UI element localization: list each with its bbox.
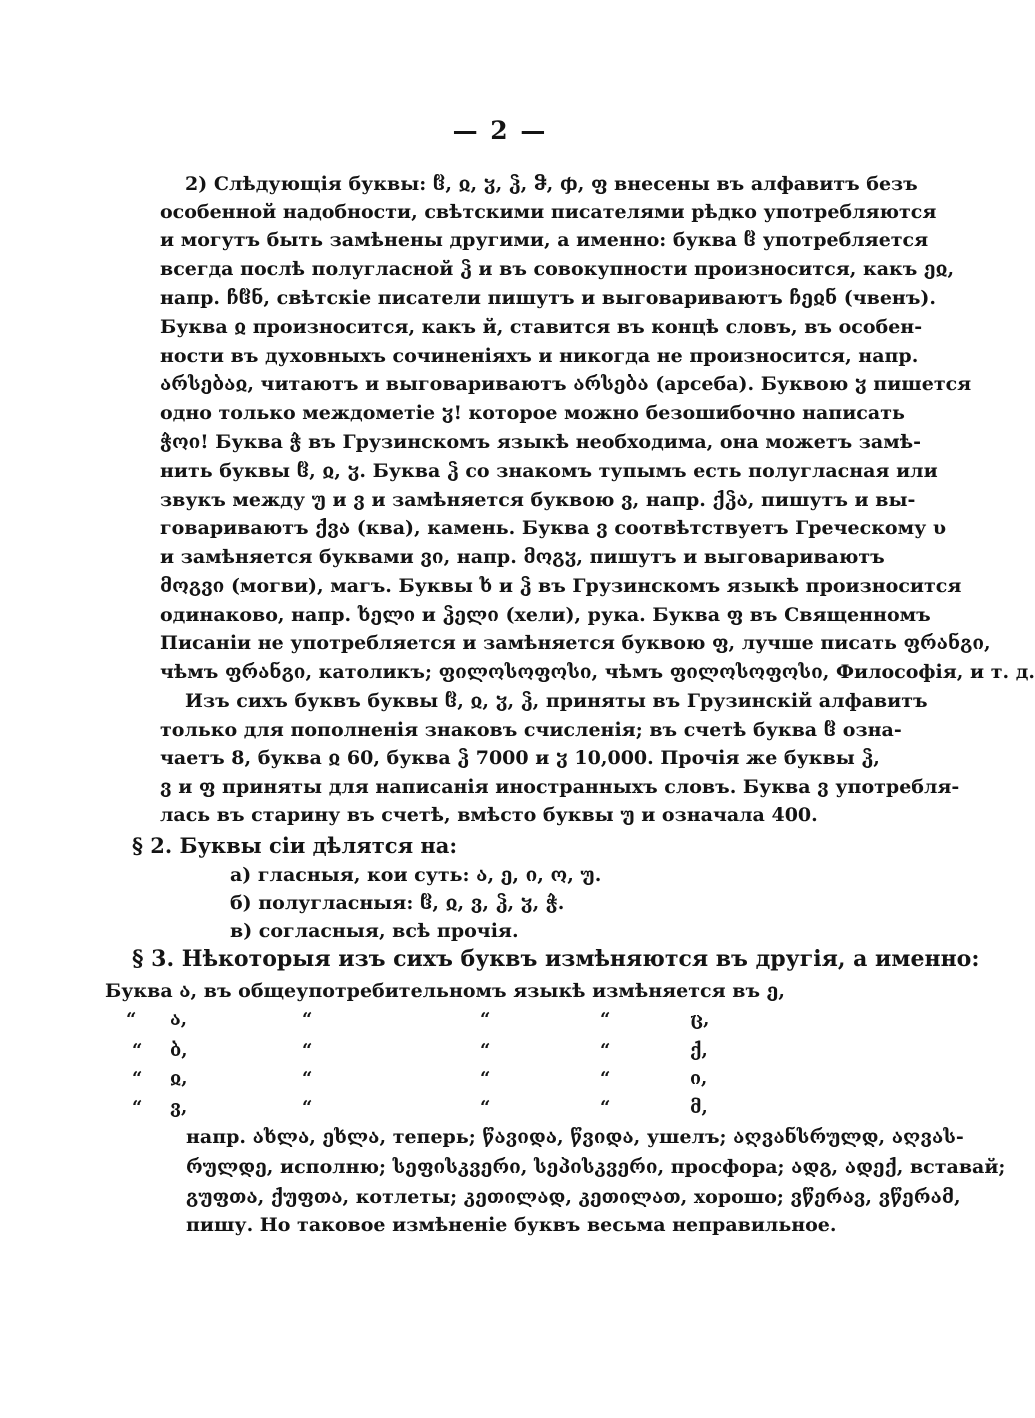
ditto-mark: “ xyxy=(302,1009,313,1030)
text-line: только для пополненія знаковъ счисленія; въ счетѣ буква ჱ озна- xyxy=(160,719,902,741)
ditto-mark: “ xyxy=(302,1068,313,1089)
section-2-item: а) гласныя, кои суть: ა, ე, ი, ო, უ. xyxy=(230,864,602,886)
text-line: ვ и ფ приняты для написанія иностранныхъ словъ. Буква ვ употребля- xyxy=(160,776,960,798)
section-2-item: б) полугласныя: ჱ, ჲ, ვ, ჴ, ჳ, ჭ. xyxy=(230,892,565,914)
section-3-heading: § 3. Нѣкоторыя изъ сихъ буквъ измѣняются въ другія, а именно: xyxy=(132,946,980,972)
letter-change-line: Буква ა, въ общеупотребительномъ языкѣ измѣняется въ ე, xyxy=(105,980,785,1002)
letter-change-row xyxy=(0,1068,1000,1096)
ditto-mark: “ xyxy=(480,1068,491,1089)
target-letter: მ, xyxy=(690,1097,708,1118)
text-line: чаетъ 8, буква ჲ 60, буква ჴ 7000 и ჳ 10,000. Прочія же буквы ჴ, xyxy=(160,747,880,769)
source-letter: ა, xyxy=(170,1009,187,1030)
ditto-mark: “ xyxy=(600,1009,611,1030)
ditto-mark: “ xyxy=(480,1009,491,1030)
ditto-mark: “ xyxy=(600,1040,611,1061)
text-line: არსებაჲ, читаютъ и выговариваютъ არსება (арсеба). Буквою ჳ пишется xyxy=(160,373,972,395)
target-letter: ქ, xyxy=(690,1040,708,1061)
ditto-mark: “ xyxy=(126,1009,137,1030)
ditto-mark: “ xyxy=(302,1040,313,1061)
text-line: лась въ старину въ счетѣ, вмѣсто буквы უ и означала 400. xyxy=(160,804,818,826)
ditto-mark: “ xyxy=(132,1097,143,1118)
example-line: напр. ახლა, ეხლა, теперь; წავიდა, წვიდა, ушелъ; აღვანსრულდ, აღვას- xyxy=(186,1126,964,1148)
text-line: одинаково, напр. ხელი и ჴელი (хели), рука. Буква ფ въ Священномъ xyxy=(160,604,931,626)
target-letter: ი, xyxy=(690,1068,708,1089)
text-line: მოგვი (могви), магъ. Буквы ხ и ჴ въ Грузинскомъ языкѣ произносится xyxy=(160,575,962,597)
example-line: пишу. Но таковое измѣненіе буквъ весьма неправильное. xyxy=(186,1214,837,1236)
letter-change-row xyxy=(0,1040,1000,1068)
text-line: Писаніи не употребляется и замѣняется буквою ფ, лучше писать ფრანგი, xyxy=(160,632,991,654)
source-letter: ბ, xyxy=(170,1040,188,1061)
text-line: ности въ духовныхъ сочиненіяхъ и никогда не произносится, напр. xyxy=(160,345,919,367)
ditto-mark: “ xyxy=(600,1068,611,1089)
section-2-item: в) согласныя, всѣ прочія. xyxy=(230,920,519,942)
text-line: ჭოი! Буква ჭ въ Грузинскомъ языкѣ необходима, она можетъ замѣ- xyxy=(160,431,921,453)
section-2-heading: § 2. Буквы сіи дѣлятся на: xyxy=(132,833,458,858)
ditto-mark: “ xyxy=(132,1040,143,1061)
example-line: რულდე, исполню; სეფისკვერი, სეპისკვერი, просфора; ადგ, ადექ, вставай; xyxy=(186,1156,1006,1178)
example-line: გუფთა, ქუფთა, котлеты; კეთილად, კეთილათ, хорошо; ვწერავ, ვწერამ, xyxy=(186,1186,961,1208)
text-line: особенной надобности, свѣтскими писателями рѣдко употребляются xyxy=(160,201,937,223)
text-line: Буква ჲ произносится, какъ й, ставится въ концѣ словъ, въ особен- xyxy=(160,316,923,338)
text-line: Изъ сихъ буквъ буквы ჱ, ჲ, ჳ, ჴ, приняты въ Грузинскій алфавитъ xyxy=(185,690,928,712)
text-line: 2) Слѣдующія буквы: ჱ, ჲ, ჳ, ჴ, ჵ, ჶ, ფ внесены въ алфавитъ безъ xyxy=(185,173,918,195)
text-line: одно только междометіе ჳ! которое можно безошибочно написать xyxy=(160,402,905,424)
ditto-mark: “ xyxy=(480,1097,491,1118)
ditto-mark: “ xyxy=(600,1097,611,1118)
text-line: всегда послѣ полугласной ჴ и въ совокупности произносится, какъ ეჲ, xyxy=(160,258,955,280)
letter-change-row xyxy=(0,1097,1000,1125)
text-line: и могутъ быть замѣнены другими, а именно: буква ჱ употребляется xyxy=(160,229,929,251)
text-line: нить буквы ჱ, ჲ, ჳ. Буква ჴ со знакомъ тупымъ есть полугласная или xyxy=(160,460,938,482)
text-line: и замѣняется буквами ვი, напр. მოგჳ, пишутъ и выговариваютъ xyxy=(160,546,885,568)
text-line: звукъ между უ и ვ и замѣняется буквою ვ, напр. ქჴა, пишутъ и вы- xyxy=(160,489,916,511)
page-number: — 2 — xyxy=(452,116,548,145)
text-line: говариваютъ ქვა (ква), камень. Буква ვ соотвѣтствуетъ Греческому υ xyxy=(160,517,947,539)
target-letter: ც, xyxy=(690,1009,710,1030)
text-line: напр. ჩჱნ, свѣтскіе писатели пишутъ и выговариваютъ ჩეჲნ (чвенъ). xyxy=(160,287,937,309)
text-line: чѣмъ ფრანგი, католикъ; ფილოსოფოსი, чѣмъ ფილოსოფოსი, Философія, и т. д. xyxy=(160,661,1035,683)
ditto-mark: “ xyxy=(132,1068,143,1089)
source-letter: ჲ, xyxy=(170,1068,188,1089)
letter-change-row xyxy=(0,1009,1000,1037)
source-letter: ვ, xyxy=(170,1097,188,1118)
ditto-mark: “ xyxy=(480,1040,491,1061)
ditto-mark: “ xyxy=(302,1097,313,1118)
